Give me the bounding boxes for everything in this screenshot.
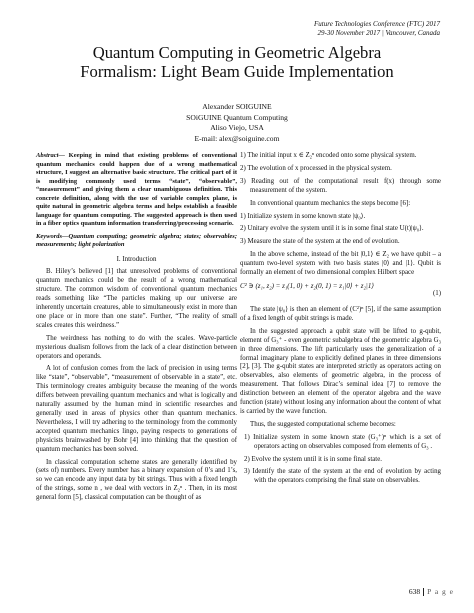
paragraph-intro-1: B. Hiley’s believed [1] that unresolved problems of conventional quantum mechanics could be the result of a wrong mathematical structure. The common wisdom of conventional quantum mechanics reads something like “The particles making up our universe are inherently uncertain creatures, able to simultaneously exist in more than one place or in more than one state”. Further, “The reality of small scales creates this weirdness.”	[36, 268, 237, 329]
classical-step-3: 3) Reading out of the computational result f(x) through some measurement of the system.	[240, 177, 441, 194]
author-block	[20, 102, 454, 144]
section-heading: I. Introduction	[116, 255, 157, 263]
quantum-step-2: 2) Unitary evolve the system until it is in some final state U(t)|ψ₀⟩.	[240, 225, 424, 233]
gscheme-step-2: 2) Evolve the system until it is in some final state.	[244, 455, 382, 463]
author-location: Aliso Viejo, USA	[210, 123, 264, 132]
paper-title	[20, 43, 454, 81]
quantum-step-3: 3) Measure the state of the system at the end of evolution.	[240, 238, 400, 246]
paragraph-qubit: In the above scheme, instead of the bit |0,1⟩ ∈ Z₂ we have qubit – a quantum two-level system with two basis states |0⟩ and |1⟩. Qubit is formally an element of two dimensional complex Hilbert space	[240, 251, 441, 277]
page-label: P a g e	[427, 586, 454, 596]
keywords: Keywords—Quantum computing; geometric algebra; states; observables; measurements; light polarization	[36, 232, 237, 248]
title-line-1: Quantum Computing in Geometric Algebra	[92, 43, 382, 62]
equation-number: (1)	[432, 289, 441, 297]
paragraph-intro-2: The weirdness has nothing to do with the scales. Wave-particle mysterious dualism follows from the lack of a clear distinction between operators and operands.	[36, 334, 237, 360]
quantum-intro: In conventional quantum mechanics the steps become [6]:	[250, 199, 411, 207]
abstract	[36, 152, 237, 229]
paragraph-intro-3: A lot of confusion comes from the lack of precision in using terms like “state”, “observable”, “measurement of observable in a state”, etc. This terminology creates ambiguity because the meaning of the words differs between prevailing quantum mechanics and what is logically and naturally assumed by the human mind in scientific researches and generally used in areas of physics other than quantum mechanics. Nevertheless, I will try adhering to the terminology from the commonly accepted quantum mechanics lingo, paying respects to generations of physicists brainwashed by Bohr [4] into thinking that the question of quantum mechanics has been solved.	[36, 365, 237, 453]
abstract-text: Keeping in mind that existing problems of conventional quantum mechanics could happen due of a wrong mathematical structure, I suggest an alternative basic structure. The critical part of it is modifying commonly used terms “state”, “observable”, “measurement” and giving them a clear unambiguous definition. This concrete definition, along with the use of variable complex plane, is quite natural in geometric algebra terms and helps establish a feasible language for quantum computing. The suggested approach is then used in a fiber optics quantum information transferring/processing scenario.	[36, 152, 237, 227]
paragraph-state: The state |ψ₀⟩ is then an element of (C²)ⁿ [5], if the same assumption of a fixed length of qubit strings is made.	[240, 305, 441, 322]
page-number-divider	[423, 588, 424, 596]
paragraph-intro-4: In classical computation scheme states are generally identified by (sets of) numbers. Every number has a binary expansion of 0’s and 1’s, so we can encode any input data by bit strings. Thus with a fixed length of the strings, some n , we deal with vectors in Z₂ⁿ . Then, in its most general form [5], classical computation can be thought of as	[36, 458, 237, 502]
conference-header	[314, 20, 440, 38]
author-affiliation: SOiGUINE Quantum Computing	[186, 112, 288, 122]
gscheme-step-1: 1) Initialize system in some known state (G₃⁺)ⁿ which is a set of operators acting on observables composed from elements of G₃ .	[244, 433, 441, 450]
equation-body: C² ∋ (z₁, z₂) = z₁(1, 0) + z₂(0, 1) = z₁|0⟩ + z₂|1⟩	[240, 281, 375, 290]
conference-name: Future Technologies Conference (FTC) 2017	[314, 20, 440, 28]
left-column	[36, 152, 237, 507]
page-number-value: 638	[408, 586, 421, 596]
page-number	[409, 587, 454, 596]
right-column	[240, 152, 441, 490]
abstract-label: Abstract—	[36, 152, 65, 159]
gscheme-step-3: 3) Identify the state of the system at the end of evolution by acting with the operators comprising the final state on observables.	[244, 468, 441, 485]
author-email: E-mail: alex@soiguine.com	[194, 133, 280, 143]
author-name: Alexander SOIGUINE	[202, 102, 272, 111]
quantum-step-1: 1) Initialize system in some known state |ψ₀⟩.	[240, 212, 366, 220]
classical-step-2: 2) The evolution of x processed in the physical system.	[240, 164, 392, 172]
equation-1	[240, 282, 441, 306]
paragraph-gqubit: In the suggested approach a qubit state will be lifted to g-qubit, element of G₃⁺ - even geometric subalgebra of the geometric algebra G₃ in three dimensions. The lift particularly uses the generalization of a formal imaginary plane to explicitly defined planes in three dimensions [2], [3]. The g-qubit states are interpreted strictly as operators acting on observables, also elements of geometric algebra, in the process of measurement. That follows Dirac’s seminal idea [7] to remove the distinction between an element of the operator algebra and the wave function (state) without losing any information about the content of what is carried by the wave function.	[240, 327, 441, 415]
conference-dates: 29-30 November 2017 | Vancouver, Canada	[317, 29, 440, 37]
classical-step-1: 1) The initial input x ∈ Z₂ⁿ encoded onto some physical system.	[240, 152, 417, 159]
title-line-2: Formalism: Light Beam Guide Implementation	[80, 62, 394, 81]
gscheme-intro: Thus, the suggested computational scheme becomes:	[250, 420, 396, 428]
